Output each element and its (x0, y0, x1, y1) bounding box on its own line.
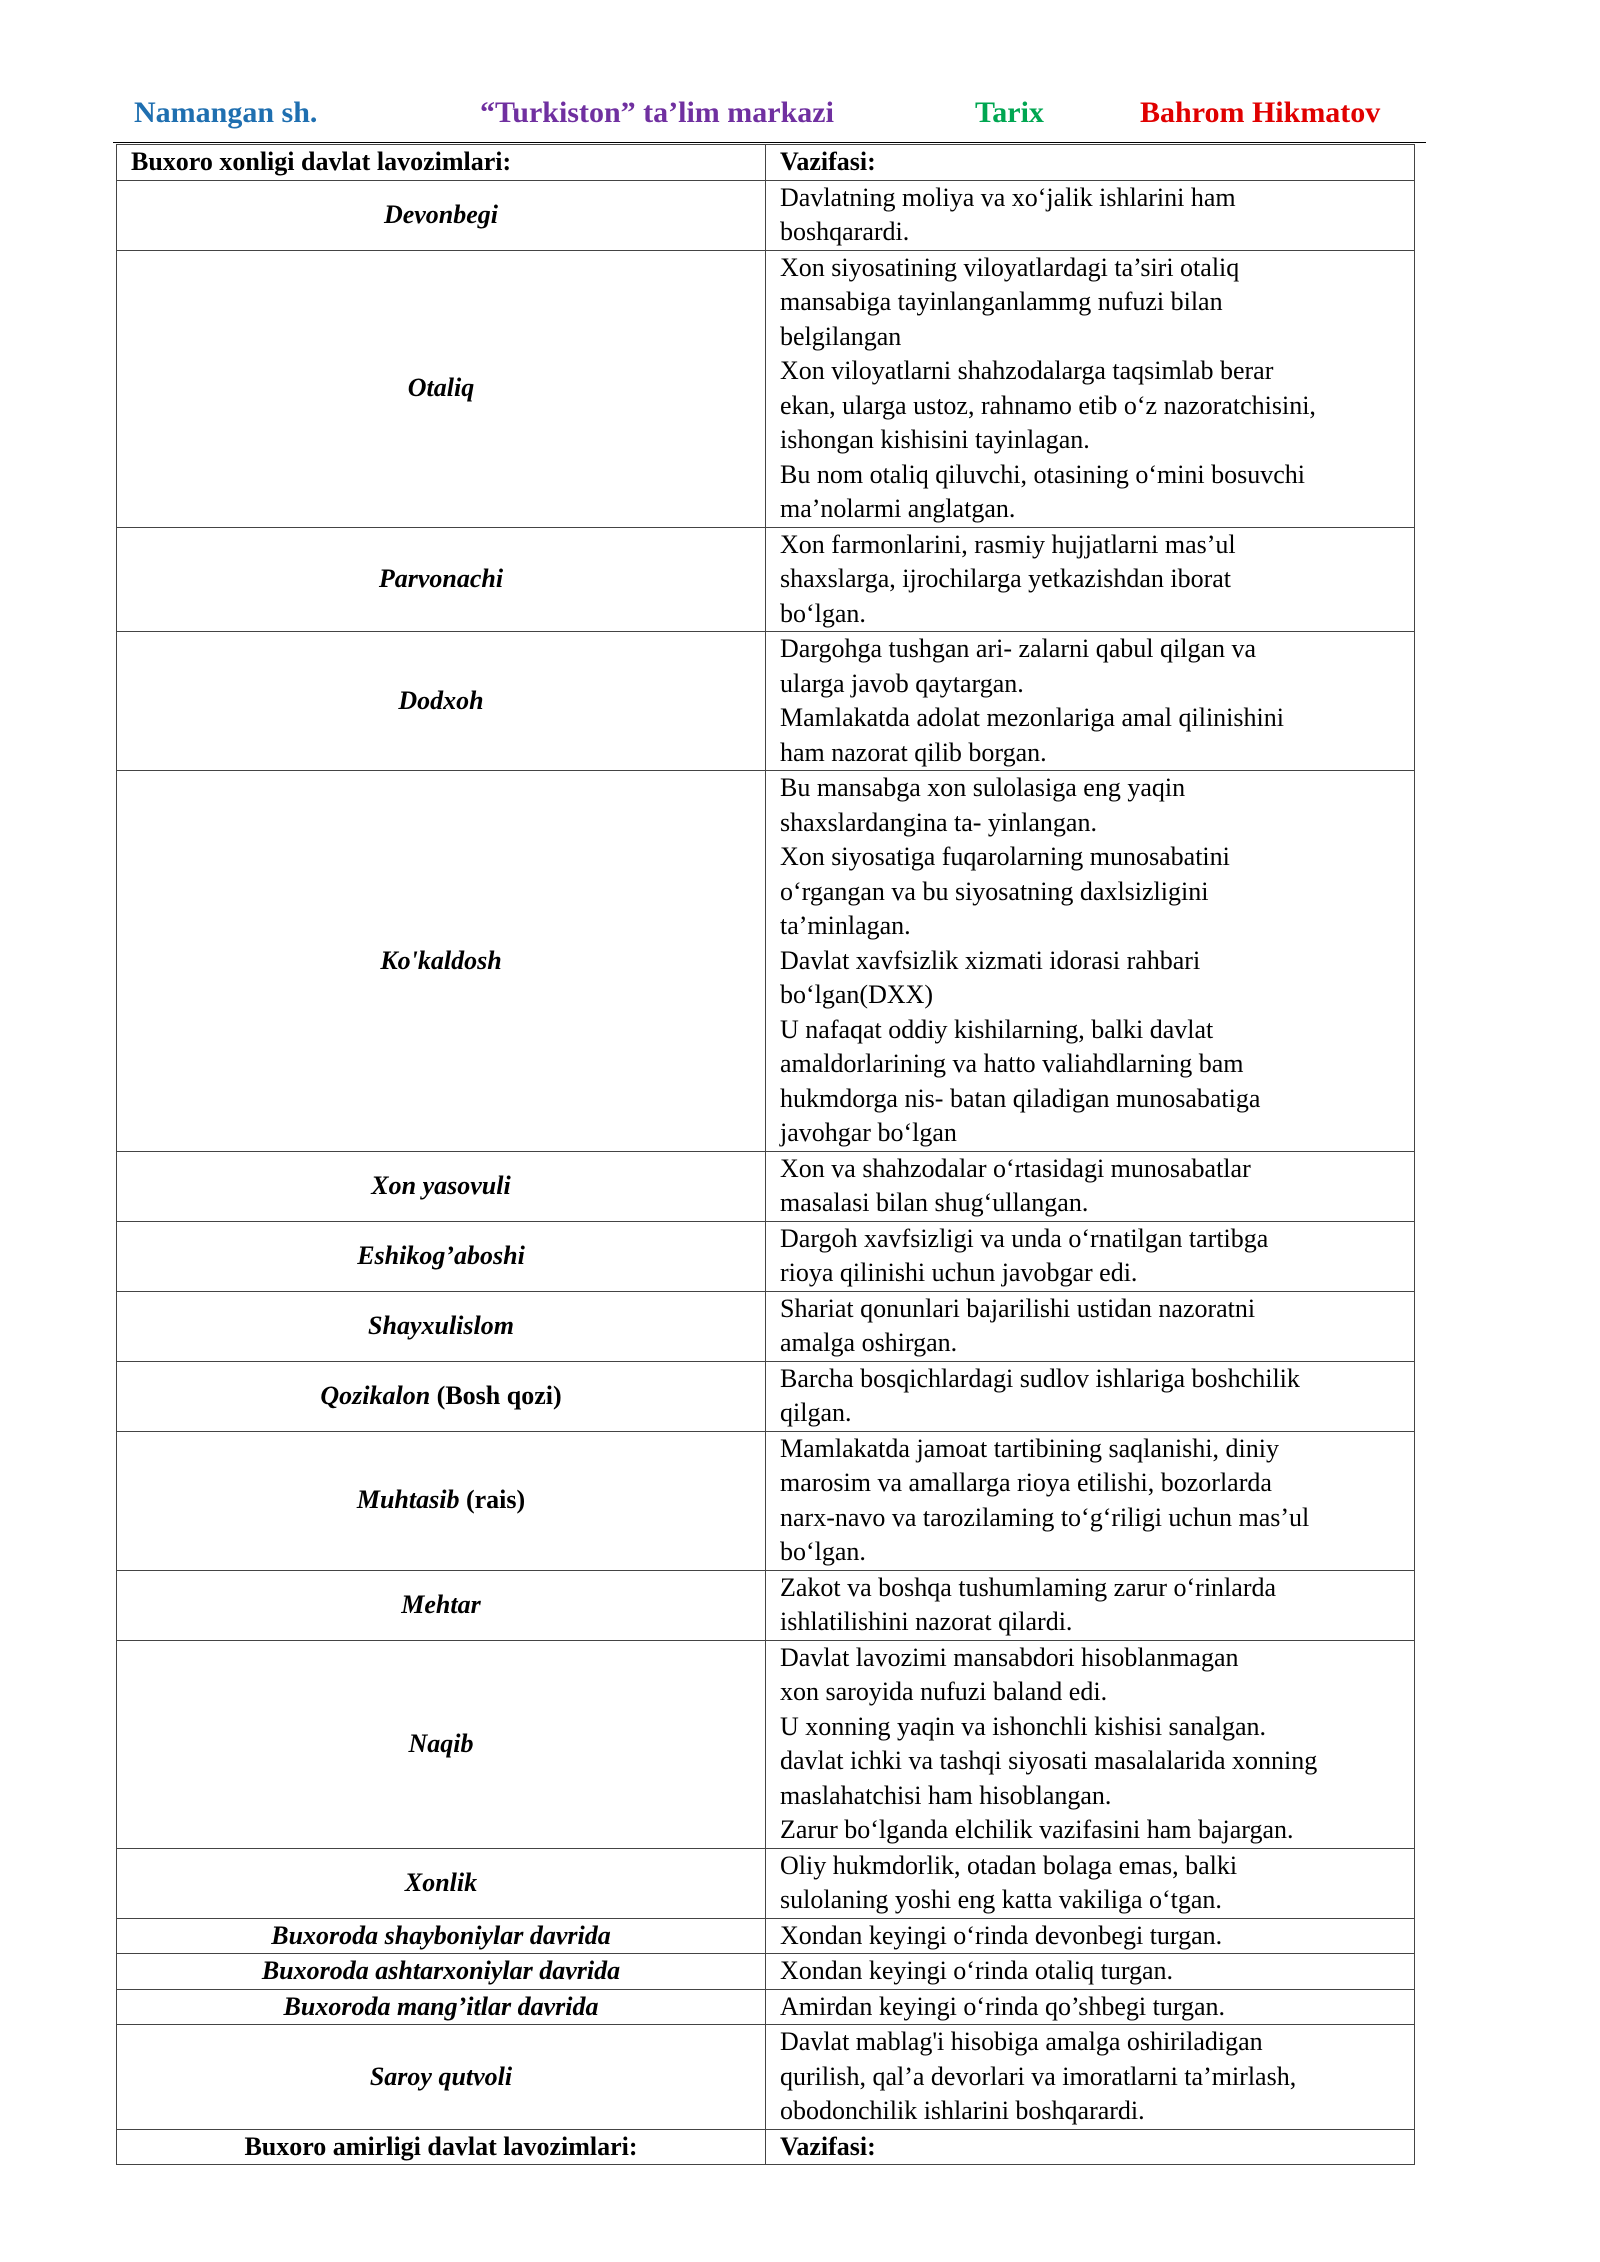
duty-line: Xon va shahzodalar o‘rtasidagi munosabatlar (780, 1153, 1251, 1183)
table-row (117, 1640, 1415, 1848)
duty-line: shaxslarga, ijrochilarga yetkazishdan iborat (780, 564, 1232, 593)
duty-line: rioya qilinishi uchun javobgar edi. (780, 1258, 1138, 1287)
position-duty (766, 1848, 1415, 1918)
page-header (0, 96, 1600, 136)
table-row (117, 1151, 1415, 1221)
position-title: Devonbegi (383, 199, 499, 229)
table-row (117, 1570, 1415, 1640)
position-duty (766, 1221, 1415, 1291)
duty-line: bo‘lgan(DXX) (780, 980, 934, 1009)
position-title: Buxoroda shayboniylar davrida (271, 1920, 611, 1950)
position-name (117, 771, 766, 1152)
position-duty (766, 1570, 1415, 1640)
duty-line: Davlat xavfsizlik xizmati idorasi rahbari (780, 945, 1201, 975)
position-title: Muhtasib (356, 1485, 460, 1515)
duty-line: hukmdorga nis- batan qiladigan munosabatiga (780, 1083, 1261, 1113)
position-title: Qozikalon (320, 1380, 431, 1410)
position-name (117, 632, 766, 771)
table-row (117, 2025, 1415, 2130)
duty-line: narx-navo va tarozilaming to‘g‘riligi uchun mas’ul (780, 1502, 1310, 1532)
position-duty (766, 1151, 1415, 1221)
table-row (117, 1431, 1415, 1570)
duty-line: amalga oshirgan. (780, 1328, 958, 1357)
column-header-position: Buxoro xonligi davlat lavozimlari: (117, 145, 766, 181)
position-name (117, 1918, 766, 1954)
position-duty (766, 250, 1415, 527)
duty-line: Xondan keyingi o‘rinda devonbegi turgan. (780, 1920, 1223, 1950)
position-duty (766, 180, 1415, 250)
position-title: Mehtar (401, 1589, 481, 1619)
position-duty (766, 2025, 1415, 2130)
duty-line: ularga javob qaytargan. (780, 668, 1024, 698)
duty-line: maslahatchisi ham hisoblangan. (780, 1780, 1112, 1810)
position-name (117, 1151, 766, 1221)
table-row (117, 771, 1415, 1152)
duty-line: bo‘lgan. (780, 598, 866, 628)
duty-line: Mamlakatda adolat mezonlariga amal qilinishini (780, 703, 1284, 732)
header-subject: Tarix (975, 96, 1044, 129)
position-note: (Bosh qozi) (430, 1380, 562, 1410)
duty-line: Mamlakatda jamoat tartibining saqlanishi, diniy (780, 1433, 1279, 1463)
position-duty (766, 1431, 1415, 1570)
table-header-row (117, 145, 1415, 181)
position-duty (766, 1918, 1415, 1954)
position-title: Xon yasovuli (371, 1170, 511, 1200)
position-title: Ko'kaldosh (380, 945, 502, 975)
duty-line: sulolaning yoshi eng katta vakiliga o‘tgan. (780, 1885, 1222, 1914)
duty-line: qurilish, qal’a devorlari va imoratlarni ta’mirlash, (780, 2061, 1297, 2091)
position-title: Otaliq (407, 373, 475, 403)
duty-line: ta’minlagan. (780, 911, 911, 940)
table-row (117, 1848, 1415, 1918)
duty-line: Xon farmonlarini, rasmiy hujjatlarni mas’ul (780, 529, 1236, 559)
position-title: Naqib (408, 1728, 474, 1758)
emirate-duty-heading: Vazifasi: (766, 2129, 1415, 2165)
position-title: Buxoroda mang’itlar davrida (283, 1991, 599, 2021)
table-row (117, 632, 1415, 771)
position-name (117, 1989, 766, 2025)
position-note: (rais) (459, 1485, 526, 1515)
position-name (117, 1361, 766, 1431)
duty-line: ishongan kishisini tayinlagan. (780, 425, 1090, 454)
duty-line: qilgan. (780, 1398, 852, 1427)
duty-line: U nafaqat oddiy kishilarning, balki davlat (780, 1014, 1214, 1044)
position-title: Parvonachi (378, 564, 504, 593)
duty-line: mansabiga tayinlanganlammg nufuzi bilan (780, 287, 1223, 316)
table-row (117, 1989, 1415, 2025)
positions-table-body (117, 145, 1415, 2165)
table-footer-row (117, 2129, 1415, 2165)
duty-line: Zarur bo‘lganda elchilik vazifasini ham bajargan. (780, 1815, 1294, 1844)
table-row (117, 1954, 1415, 1990)
header-center-name: “Turkiston” ta’lim markazi (480, 96, 834, 129)
position-name (117, 1431, 766, 1570)
duty-line: masalasi bilan shug‘ullangan. (780, 1188, 1089, 1217)
position-duty (766, 1291, 1415, 1361)
duty-line: Davlatning moliya va xo‘jalik ishlarini ham (780, 182, 1236, 212)
duty-line: U xonning yaqin va ishonchli kishisi sanalgan. (780, 1711, 1267, 1741)
table-row (117, 1221, 1415, 1291)
duty-line: javohgar bo‘lgan (780, 1118, 957, 1147)
position-duty (766, 771, 1415, 1152)
duty-line: davlat ichki va tashqi siyosati masalalarida xonning (780, 1746, 1318, 1775)
position-name (117, 527, 766, 632)
position-name (117, 250, 766, 527)
header-author: Bahrom Hikmatov (1140, 96, 1381, 129)
duty-line: boshqarardi. (780, 217, 910, 246)
duty-line: Barcha bosqichlardagi sudlov ishlariga boshchilik (780, 1363, 1300, 1393)
position-duty (766, 632, 1415, 771)
position-duty (766, 527, 1415, 632)
duty-line: ham nazorat qilib borgan. (780, 737, 1047, 767)
position-name (117, 1291, 766, 1361)
duty-line: amaldorlarining va hatto valiahdlarning bam (780, 1049, 1244, 1078)
duty-line: Xon siyosatiga fuqarolarning munosabatini (780, 842, 1230, 871)
position-duty (766, 1640, 1415, 1848)
duty-line: ma’nolarmi anglatgan. (780, 494, 1016, 523)
duty-line: shaxslardangina ta- yinlangan. (780, 807, 1097, 837)
duty-line: Davlat mablag'i hisobiga amalga oshiriladigan (780, 2027, 1263, 2056)
header-city: Namangan sh. (134, 96, 318, 129)
column-header-duty: Vazifasi: (766, 145, 1415, 181)
duty-line: Dargoh xavfsizligi va unda o‘rnatilgan tartibga (780, 1223, 1269, 1253)
position-name (117, 1570, 766, 1640)
position-name (117, 1221, 766, 1291)
duty-line: belgilangan (780, 321, 902, 351)
position-title: Eshikog’aboshi (357, 1240, 525, 1270)
position-name (117, 180, 766, 250)
table-row (117, 1361, 1415, 1431)
duty-line: o‘rgangan va bu siyosatning daxlsizligini (780, 876, 1209, 906)
header-divider (113, 142, 1426, 143)
duty-line: Bu mansabga xon sulolasiga eng yaqin (780, 773, 1186, 802)
position-duty (766, 1954, 1415, 1990)
position-name (117, 1954, 766, 1990)
duty-line: Zakot va boshqa tushumlaming zarur o‘rinlarda (780, 1572, 1277, 1602)
positions-table (116, 144, 1415, 2165)
position-name (117, 2025, 766, 2130)
table-row (117, 180, 1415, 250)
duty-line: Oliy hukmdorlik, otadan bolaga emas, balki (780, 1850, 1238, 1880)
duty-line: Shariat qonunlari bajarilishi ustidan nazoratni (780, 1293, 1256, 1323)
duty-line: Davlat lavozimi mansabdori hisoblanmagan (780, 1642, 1239, 1672)
duty-line: Xon viloyatlarni shahzodalarga taqsimlab berar (780, 356, 1274, 385)
duty-line: xon saroyida nufuzi baland edi. (780, 1677, 1108, 1706)
position-title: Xonlik (404, 1867, 478, 1897)
duty-line: Dargohga tushgan ari- zalarni qabul qilgan va (780, 634, 1257, 663)
duty-line: obodonchilik ishlarini boshqarardi. (780, 2096, 1145, 2125)
duty-line: ishlatilishini nazorat qilardi. (780, 1607, 1073, 1636)
position-title: Saroy qutvoli (369, 2061, 513, 2091)
position-title: Buxoroda ashtarxoniylar davrida (261, 1956, 621, 1985)
duty-line: Xon siyosatining viloyatlardagi ta’siri otaliq (780, 252, 1240, 282)
position-name (117, 1848, 766, 1918)
duty-line: Amirdan keyingi o‘rinda qo’shbegi turgan. (780, 1991, 1226, 2021)
duty-line: Xondan keyingi o‘rinda otaliq turgan. (780, 1956, 1174, 1985)
duty-line: ekan, ularga ustoz, rahnamo etib o‘z nazoratchisini, (780, 390, 1316, 420)
table-row (117, 250, 1415, 527)
table-row (117, 1918, 1415, 1954)
table-row (117, 1291, 1415, 1361)
duty-line: Bu nom otaliq qiluvchi, otasining o‘mini bosuvchi (780, 459, 1306, 489)
duty-line: bo‘lgan. (780, 1537, 866, 1566)
position-title: Dodxoh (398, 685, 484, 715)
position-duty (766, 1361, 1415, 1431)
position-name (117, 1640, 766, 1848)
duty-line: marosim va amallarga rioya etilishi, bozorlarda (780, 1468, 1272, 1497)
table-row (117, 527, 1415, 632)
position-duty (766, 1989, 1415, 2025)
emirate-positions-heading: Buxoro amirligi davlat lavozimlari: (117, 2129, 766, 2165)
position-title: Shayxulislom (368, 1310, 514, 1340)
